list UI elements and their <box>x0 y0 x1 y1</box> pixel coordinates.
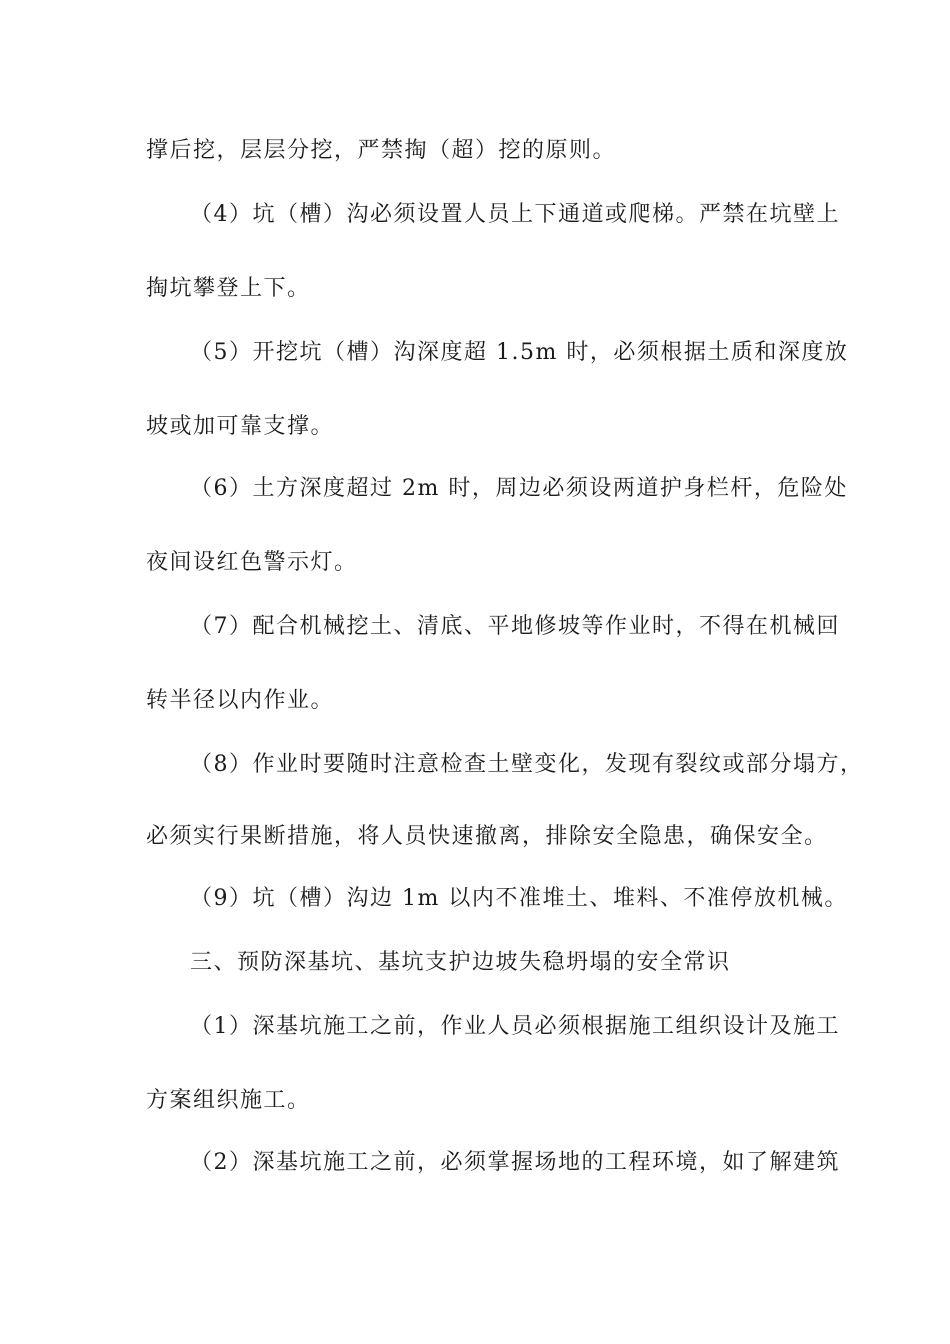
text-line: 方案组织施工。 <box>146 1088 311 1113</box>
text-line: 转半径以内作业。 <box>146 688 335 713</box>
text-line: （2）深基坑施工之前，必须掌握场地的工程环境，如了解建筑 <box>190 1150 840 1175</box>
text-line: 夜间设红色警示灯。 <box>146 550 358 575</box>
text-line: （6）土方深度超过 2m 时，周边必须设两道护身栏杆，危险处 <box>190 476 848 501</box>
section-heading: 三、预防深基坑、基坑支护边坡失稳坍塌的安全常识 <box>190 950 731 975</box>
text-line: （9）坑（槽）沟边 1m 以内不准堆土、堆料、不准停放机械。 <box>190 886 848 911</box>
text-line: （4）坑（槽）沟必须设置人员上下通道或爬梯。严禁在坑壁上 <box>190 202 840 227</box>
text-line: 必须实行果断措施，将人员快速撤离，排除安全隐患，确保安全。 <box>146 824 828 849</box>
text-line: （5）开挖坑（槽）沟深度超 1.5m 时，必须根据土质和深度放 <box>190 340 849 365</box>
text-line: （1）深基坑施工之前，作业人员必须根据施工组织设计及施工 <box>190 1014 840 1039</box>
text-line: （7）配合机械挖土、清底、平地修坡等作业时，不得在机械回 <box>190 614 840 639</box>
text-line: 掏坑攀登上下。 <box>146 276 311 301</box>
text-line: （8）作业时要随时注意检查土壁变化，发现有裂纹或部分塌方， <box>190 752 864 777</box>
text-line: 撑后挖，层层分挖，严禁掏（超）挖的原则。 <box>146 138 617 163</box>
text-line: 坡或加可靠支撑。 <box>146 414 335 439</box>
